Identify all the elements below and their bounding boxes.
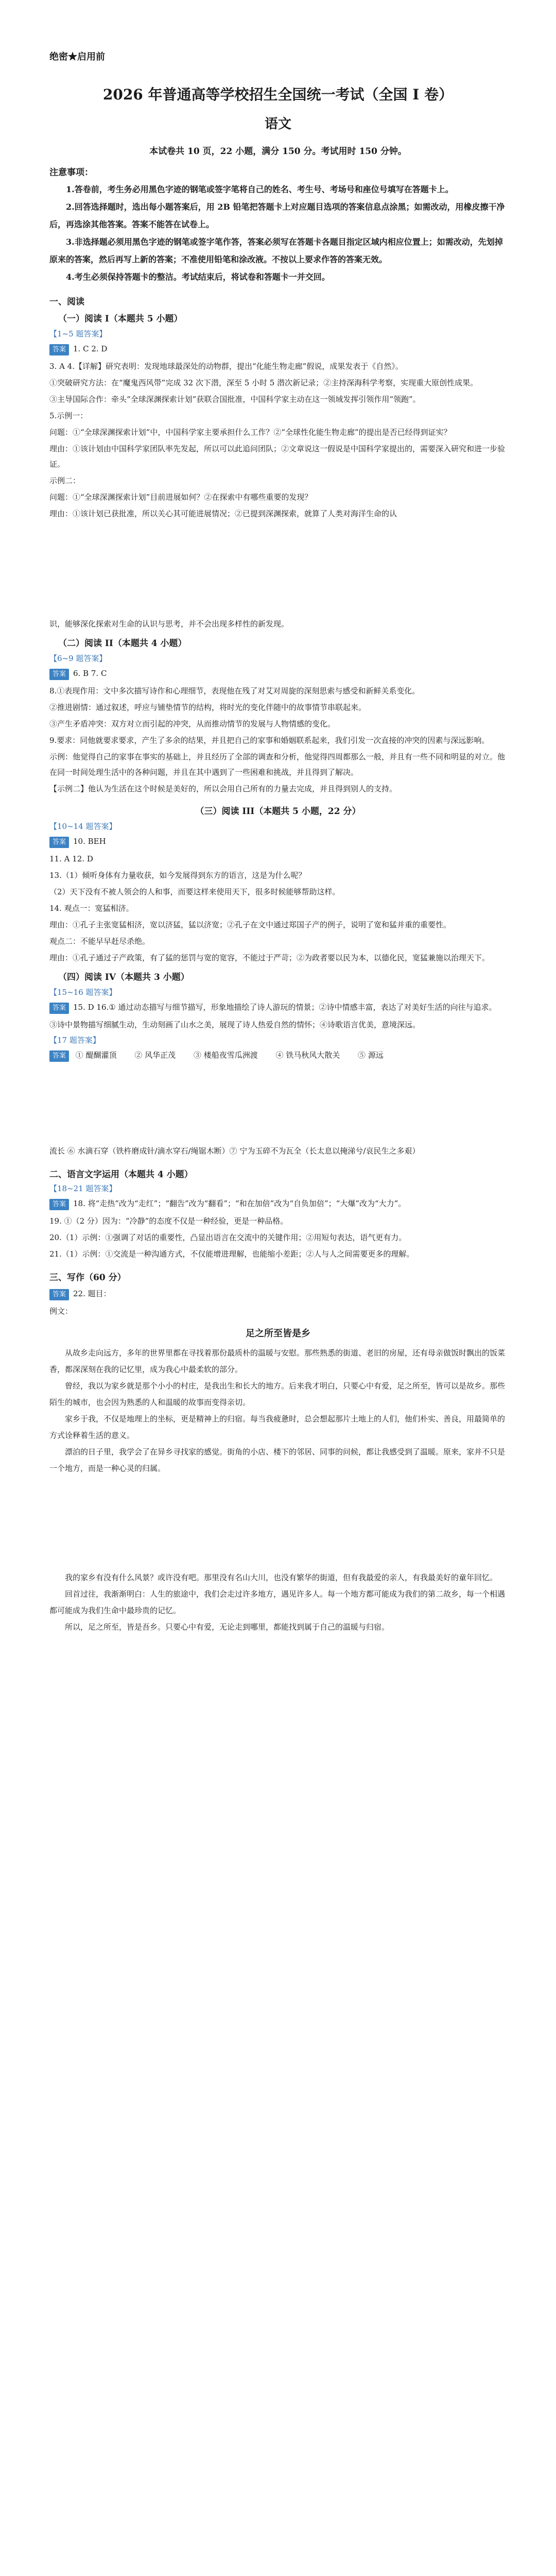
essay-paragraph: 家乡于我，不仅是地理上的坐标，更是精神上的归宿。每当我疲惫时，总会想起那片土地上的人们，他们朴实、善良，用最简单的方式诠释着生活的意义。	[49, 1414, 506, 1440]
answer-line: 答案 10. BEH	[49, 834, 507, 849]
answer-paragraph: 观点二：不能早早赶尽杀绝。	[49, 937, 150, 946]
answer-line: 答案 15. D 16.① 通过动态描写与细节描写，形象地描绘了诗人游玩的情景；②诗中情感丰富，表达了对美好生活的向往与追求。	[49, 999, 507, 1015]
answer-paragraph: 19. ①（2 分）因为：“冷静”的态度不仅是一种经验，更是一种品格。	[49, 1216, 288, 1226]
essay-paragraph: 曾经，我以为家乡就是那个小小的村庄，是我出生和长大的地方。后来我才明白，只要心中有爱，足之所至，皆可以是故乡。那些陌生的城市，也会因为熟悉的人和温暖的故事而变得亲切。	[49, 1381, 506, 1407]
answer-paragraph: 例文：	[49, 1307, 73, 1316]
answer-paragraph: 8.①表现作用：文中多次描写诗作和心理细节，表现他在残了对艾对周旋的深刻思索与感受和新鲜关系变化。	[49, 686, 420, 696]
answer-guide: 【1~5 题答案】	[49, 329, 107, 338]
notice-item: 3.非选择题必须用黑色字迹的钢笔或签字笔作答，答案必须写在答题卡各题目指定区域内相应位置上；如需改动，先划掉原来的答案，然后再写上新的答案；不准使用铅笔和涂改液。不按以上要求作答的答案无效。	[49, 237, 503, 264]
answer-paragraph: 3. A 4.【详解】研究表明：发现地球最深处的动物群，提出“化能生物走廊”假说，成果发表于《自然》。	[49, 362, 403, 371]
answer-paragraph: 理由：①该计划由中国科学家团队率先发起，所以可以此追问团队；②文章说这一假说是中国科学家提出的，需要深入研究和进一步验证。	[49, 444, 506, 469]
exam-info: 本试卷共 10 页，22 小题，满分 150 分。考试用时 150 分钟。	[149, 146, 407, 157]
secret-mark: 绝密★启用前	[49, 52, 105, 62]
answer-tag: 答案	[49, 1050, 69, 1062]
answer-paragraph: 流长 ⑥ 水滴石穿（铁杵磨成针/滴水穿石/绳锯木断）⑦ 宁为玉碎不为瓦全（长太息以掩涕兮/哀民生之多艰）	[49, 1146, 420, 1156]
section-heading: 一、阅读	[49, 297, 84, 307]
subject-title: 语文	[264, 116, 291, 132]
answer-paragraph: 14. 观点一：宽猛相济。	[49, 904, 134, 913]
notice-heading: 注意事项：	[49, 167, 93, 178]
notice-item: 2.回答选择题时，选出每小题答案后，用 2B 铅笔把答题卡上对应题目选项的答案信息点涂黑；如需改动，用橡皮擦干净后，再选涂其他答案。答案不能答在试卷上。	[49, 202, 505, 229]
page-break	[49, 1477, 507, 1569]
answer-paragraph: 理由：①孔子主张宽猛相济，宽以济猛，猛以济宽；②孔子在文中通过郑国子产的例子，说明了宽和猛并重的重要性。	[49, 920, 451, 929]
answer-line: 答案 6. B 7. C	[49, 666, 507, 681]
section-heading: 三、写作（60 分）	[49, 1273, 126, 1283]
subsection-heading: （三）阅读 III（本题共 5 小题，22 分）	[195, 806, 361, 817]
answer-paragraph: ③诗中景物描写细腻生动，生动刻画了山水之美，展现了诗人热爱自然的情怀；④诗歌语言优美，意境深远。	[49, 1020, 421, 1029]
answer-option: ④ 铁马秋风大散关	[275, 1050, 340, 1060]
answer-guide: 【18~21 题答案】	[49, 1184, 117, 1193]
answer-tag: 答案	[49, 837, 69, 848]
answer-option: ① 醍醐灌顶	[75, 1050, 117, 1060]
answer-paragraph: （2）天下没有不被人领会的人和事，而要这样来使用天下，很多时候能够帮助这样。	[49, 887, 340, 896]
essay-title: 足之所至皆是乡	[246, 1328, 310, 1339]
answer-paragraph: 20.（1）示例：①强调了对话的重要性，凸显出语言在交流中的关键作用；②用短句表达，语气更有力。	[49, 1233, 407, 1242]
answer-tag: 答案	[49, 344, 69, 355]
page-break	[49, 522, 507, 615]
answer-option: ② 风华正茂	[134, 1050, 176, 1060]
answer-tag: 答案	[49, 1289, 69, 1300]
notice-item: 4.考生必须保持答题卡的整洁。考试结束后，将试卷和答题卡一并交回。	[66, 272, 330, 282]
essay-paragraph: 回首过往，我渐渐明白：人生的旅途中，我们会走过许多地方，遇见许多人。每一个地方都可能成为我们的第二故乡，每一个相遇都可能成为我们生命中最珍贵的记忆。	[49, 1589, 506, 1615]
subsection-heading: （一）阅读 I（本题共 5 小题）	[58, 314, 183, 324]
answer-paragraph: 5.示例一：	[49, 411, 88, 420]
section-heading: 二、语言文字运用（本题共 4 小题）	[49, 1170, 193, 1180]
subsection-heading: （四）阅读 IV（本题共 3 小题）	[58, 972, 189, 982]
answer-tag: 答案	[49, 1199, 69, 1210]
essay-paragraph: 所以，足之所至，皆是吾乡。只要心中有爱，无论走到哪里，都能找到属于自己的温暖与归宿。	[65, 1622, 390, 1632]
answer-paragraph: 13.（1）倾听身体有力量收获，如今发展得到东方的语言，这是为什么呢？	[49, 871, 306, 880]
notice-item: 1.答卷前，考生务必用黑色字迹的钢笔或签字笔将自己的姓名、考生号、考场号和座位号填写在答题卡上。	[66, 184, 454, 194]
answer-line	[49, 1047, 507, 1063]
essay-paragraph: 我的家乡有没有什么风景？或许没有吧。那里没有名山大川，也没有繁华的街道，但有我最爱的亲人，有我最美好的童年回忆。	[65, 1573, 498, 1582]
answer-line: 答案 22. 题目：	[49, 1286, 507, 1301]
answer-paragraph: 9.要求：同他就要求要求，产生了多余的结果，并且把自己的家事和婚姻联系起来，我们引发一次直接的冲突的因素与深远影响。	[49, 736, 490, 745]
answer-paragraph: 理由：①该计划已获批准，所以关心其可能进展情况；②已提到深渊探索，就算了人类对海洋生命的认	[49, 509, 397, 518]
answer-guide: 【6~9 题答案】	[49, 654, 107, 663]
answer-paragraph: 21.（1）示例：①交流是一种沟通方式，不仅能增进理解，也能缩小差距；②人与人之间需要更多的理解。	[49, 1249, 414, 1259]
answer-paragraph: ①突破研究方法：在“魔鬼西风带”完成 32 次下潜，深至 5 小时 5 潜次新记录；②主持深海科学考察，实现重大原创性成果。	[49, 378, 478, 387]
answer-paragraph: ③主导国际合作：牵头“全球深渊探索计划”获联合国批准，中国科学家主动在这一领域发挥引领作用“领跑”。	[49, 395, 421, 404]
answer-option: ⑤ 源远	[358, 1050, 384, 1060]
answer-guide: 【10~14 题答案】	[49, 822, 117, 831]
answer-option: ③ 楼船夜雪瓜洲渡	[193, 1050, 258, 1060]
answer-paragraph: 识，能够深化探索对生命的认识与思考，并不会出现多样性的新发现。	[49, 619, 289, 629]
answer-tag: 答案	[49, 1003, 69, 1014]
answer-line: 答案 1. C 2. D	[49, 341, 507, 357]
answer-paragraph: ②推进剧情：通过叙述，呼应与铺垫情节的结构，将时光的变化伴随中的故事情节串联起来。	[49, 703, 367, 712]
subsection-heading: （二）阅读 II（本题共 4 小题）	[58, 638, 187, 649]
page-break	[49, 1065, 507, 1142]
answer-line: 答案 18. 将“走热”改为“走红”；“翻告”改为“翻看”；“和在加倍”改为“自负加倍”；“大爆”改为“大力”。	[49, 1196, 507, 1211]
answer-guide: 【17 题答案】	[49, 1036, 100, 1045]
answer-paragraph: 示例二：	[49, 476, 81, 485]
answer-paragraph: 理由：①孔子通过子产政策，有了猛的惩罚与宽的宽容，不能过于严苛；②为政者要以民为本，以德化民，宽猛兼施以治理天下。	[49, 953, 490, 962]
answer-paragraph: 问题：①“全球深渊探索计划”中，中国科学家主要承担什么工作？②“全球性化能生物走廊”的提出是否已经得到证实？	[49, 428, 451, 437]
answer-paragraph: 示例：他觉得自己的家事在事实的基础上，并且经历了全部的调查和分析，他觉得四周都那么一般，并且有一些不同和明显的对立。他在同一时间处理生活中的各种问题，并且在其中遇到了一些困难和挑战，并且得到了解决。	[49, 752, 506, 777]
answer-paragraph: 【示例二】他认为生活在这个时候是美好的，所以会用自己所有的力量去完成，并且得到别人的支持。	[49, 784, 397, 793]
answer-guide: 【15~16 题答案】	[49, 988, 117, 997]
essay-paragraph: 从故乡走向远方，多年的世界里都在寻找着那份最质朴的温暖与安慰。那些熟悉的街道、老旧的房屋，还有母亲做饭时飘出的饭菜香，都深深刻在我的记忆里，成为我心中最柔软的部分。	[49, 1348, 506, 1374]
essay-paragraph: 漂泊的日子里，我学会了在异乡寻找家的感觉。街角的小店、楼下的邻居、同事的问候，都让我感受到了温暖。原来，家并不只是一个地方，而是一种心灵的归属。	[49, 1447, 506, 1473]
exam-title: 2026 年普通高等学校招生全国统一考试（全国 I 卷）	[102, 86, 454, 103]
answer-paragraph: 11. A 12. D	[49, 854, 93, 863]
answer-paragraph: ③产生矛盾冲突：双方对立而引起的冲突，从而推动情节的发展与人物情感的变化。	[49, 719, 336, 728]
answer-tag: 答案	[49, 669, 69, 680]
answer-paragraph: 问题：①“全球深渊探索计划”目前进展如何？②在探索中有哪些重要的发现？	[49, 493, 312, 502]
document-content	[49, 49, 507, 1635]
